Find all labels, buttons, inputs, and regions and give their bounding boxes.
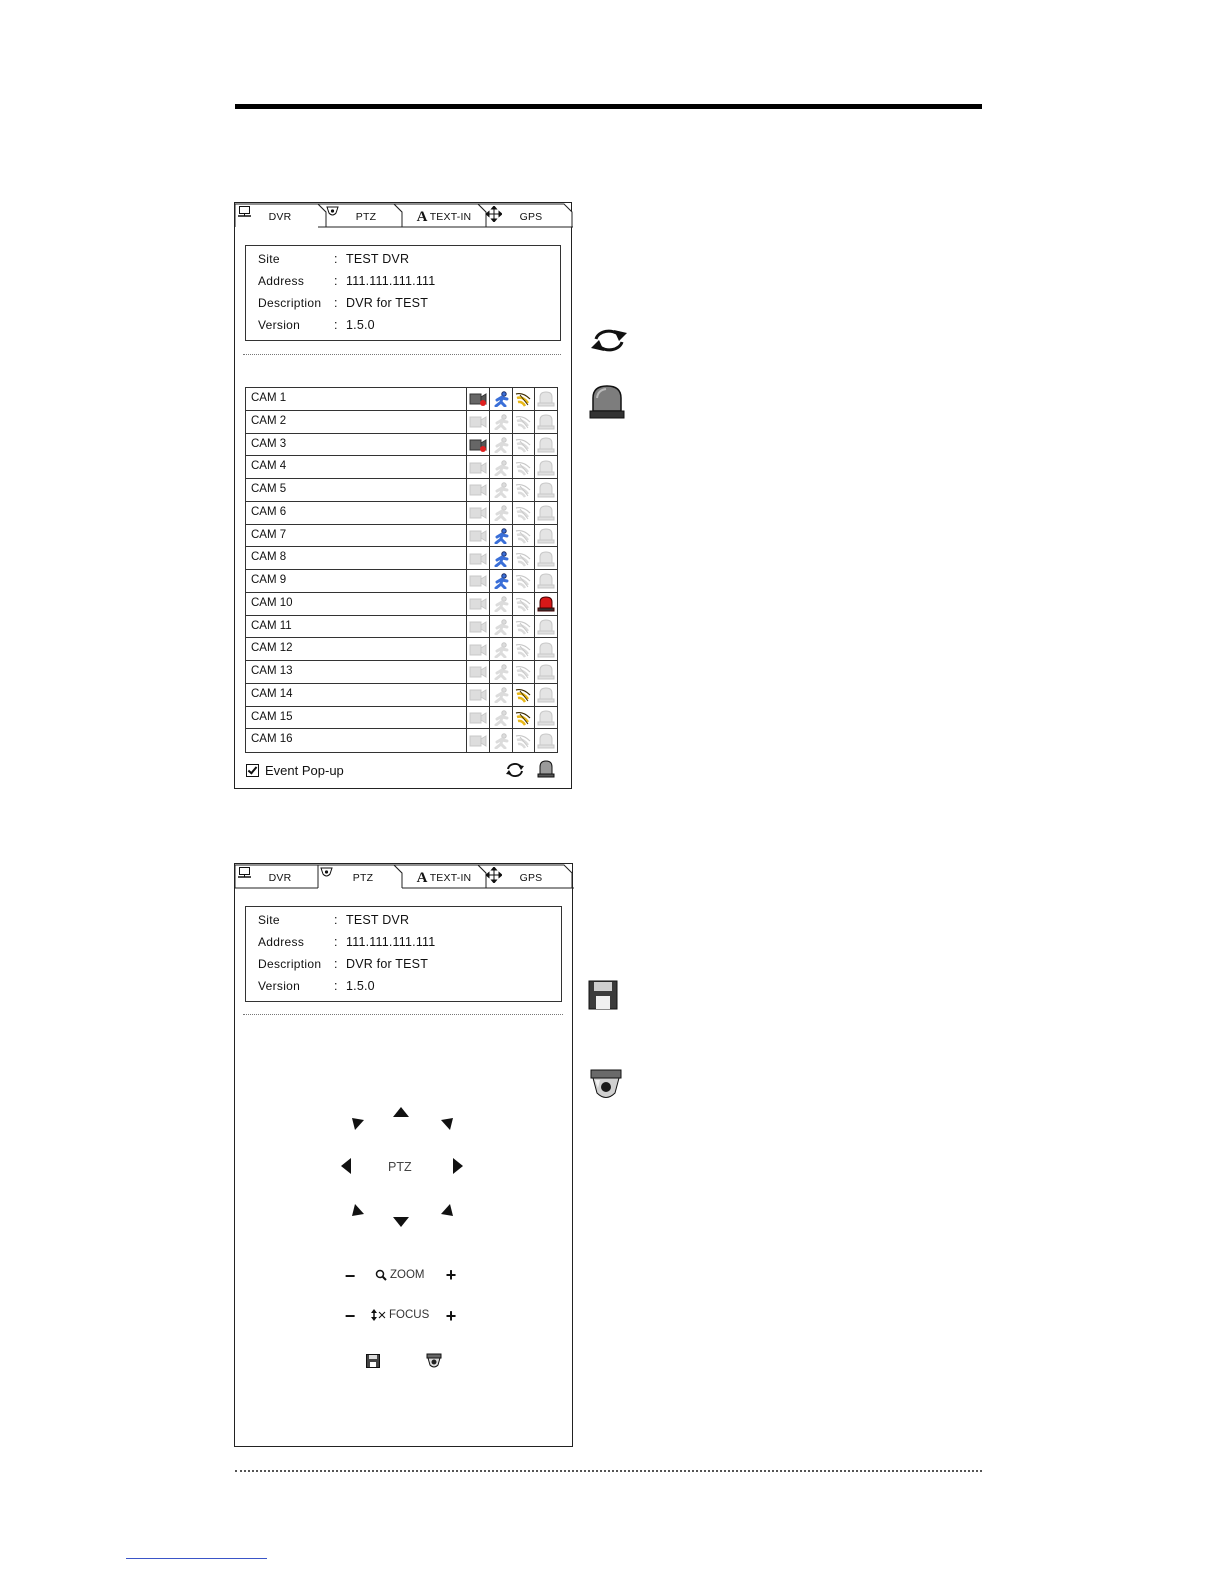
arrow-down-right-icon xyxy=(440,1203,454,1217)
sensor-status-icon xyxy=(512,502,535,525)
tab-ptz[interactable]: PTZ xyxy=(326,206,402,228)
focus-near-button[interactable]: − xyxy=(344,1305,356,1326)
arrow-right-icon xyxy=(452,1157,464,1175)
table-row[interactable] xyxy=(246,456,557,479)
tab-ptz[interactable]: PTZ xyxy=(320,867,402,889)
save-preset-button[interactable] xyxy=(363,1352,383,1370)
camera-status-table xyxy=(245,387,558,753)
arrow-up-left-icon xyxy=(351,1117,365,1131)
event-popup-checkbox[interactable] xyxy=(246,764,259,777)
ptz-down-button[interactable] xyxy=(391,1214,411,1230)
info-row-version: Version : 1.5.0 xyxy=(258,979,375,993)
camera-name: CAM 11 xyxy=(251,619,292,632)
sensor-status-icon xyxy=(512,729,535,752)
text-a-icon: A xyxy=(416,208,428,225)
table-row[interactable] xyxy=(246,570,557,593)
event-popup-option[interactable]: Event Pop-up xyxy=(246,763,344,778)
camera-name: CAM 4 xyxy=(251,460,287,473)
info-row-site: Site : TEST DVR xyxy=(258,252,410,266)
info-row-address: Address : 111.111.111.111 xyxy=(258,935,436,949)
ptz-right-button[interactable] xyxy=(450,1156,466,1176)
arrow-down-icon xyxy=(392,1216,410,1228)
sensor-status-icon xyxy=(512,570,535,593)
sensor-status-icon xyxy=(512,638,535,661)
info-row-version: Version : 1.5.0 xyxy=(258,318,375,332)
camera-name: CAM 13 xyxy=(251,665,293,677)
refresh-icon xyxy=(504,760,526,780)
record-status-icon xyxy=(466,411,489,434)
tab-dvr[interactable]: DVR xyxy=(238,206,318,228)
alarm-status-icon xyxy=(534,434,557,457)
sensor-status-icon xyxy=(512,707,535,730)
alarm-bell-icon xyxy=(588,384,626,425)
bottom-dotted-rule xyxy=(235,1470,982,1472)
zoom-in-button[interactable]: + xyxy=(445,1264,457,1285)
alarm-status-icon xyxy=(534,638,557,661)
motion-status-icon xyxy=(489,456,512,479)
camera-name: CAM 10 xyxy=(251,596,293,609)
table-row[interactable] xyxy=(246,547,557,570)
table-row[interactable] xyxy=(246,593,557,616)
focus-label-group: FOCUS xyxy=(371,1309,429,1321)
alarm-status-icon xyxy=(534,729,557,752)
record-status-icon xyxy=(466,570,489,593)
sensor-status-icon xyxy=(512,661,535,684)
record-status-icon xyxy=(466,456,489,479)
table-row[interactable] xyxy=(246,388,557,411)
dvr-info-box xyxy=(245,245,561,341)
alarm-status-icon xyxy=(534,411,557,434)
tab-dvr[interactable]: DVR xyxy=(238,867,318,889)
camera-name: CAM 15 xyxy=(251,710,293,723)
arrow-down-left-icon xyxy=(351,1203,365,1217)
table-row[interactable] xyxy=(246,638,557,661)
record-status-icon xyxy=(466,684,489,707)
motion-status-icon xyxy=(489,388,512,411)
motion-status-icon xyxy=(489,616,512,639)
sensor-status-icon xyxy=(512,456,535,479)
arrow-up-right-icon xyxy=(440,1117,454,1131)
table-row[interactable] xyxy=(246,525,557,548)
refresh-icon xyxy=(588,324,630,361)
info-row-description: Description : DVR for TEST xyxy=(258,296,429,310)
ptz-left-button[interactable] xyxy=(338,1156,354,1176)
tab-text-in[interactable]: A TEXT-IN xyxy=(416,208,472,225)
text-a-icon: A xyxy=(416,869,428,886)
table-row[interactable] xyxy=(246,684,557,707)
motion-status-icon xyxy=(489,411,512,434)
motion-status-icon xyxy=(489,684,512,707)
save-preset-icon xyxy=(366,1354,380,1368)
record-status-icon xyxy=(466,729,489,752)
ptz-info-box xyxy=(245,906,562,1002)
sensor-status-icon xyxy=(512,388,535,411)
sensor-status-icon xyxy=(512,684,535,707)
record-status-icon xyxy=(466,616,489,639)
alarm-status-icon xyxy=(534,593,557,616)
alarm-status-icon xyxy=(534,479,557,502)
info-divider xyxy=(243,1014,563,1015)
zoom-label-group: ZOOM xyxy=(375,1269,425,1281)
motion-status-icon xyxy=(489,638,512,661)
motion-status-icon xyxy=(489,525,512,548)
focus-far-button[interactable]: + xyxy=(445,1305,457,1326)
magnifier-icon xyxy=(375,1269,387,1281)
record-status-icon xyxy=(466,434,489,457)
ptz-preset-icon xyxy=(426,1353,442,1369)
footnote-line xyxy=(126,1558,267,1559)
table-row[interactable] xyxy=(246,661,557,684)
alarm-status-icon xyxy=(534,547,557,570)
record-status-icon xyxy=(466,525,489,548)
camera-name: CAM 7 xyxy=(251,528,287,541)
camera-name: CAM 2 xyxy=(251,414,287,427)
alarm-status-icon xyxy=(534,661,557,684)
camera-name: CAM 12 xyxy=(251,642,293,655)
motion-status-icon xyxy=(489,661,512,684)
alarm-status-icon xyxy=(534,570,557,593)
tab-text-in[interactable]: A TEXT-IN xyxy=(416,869,472,886)
tab-strip xyxy=(234,202,572,228)
tab-strip xyxy=(234,863,573,889)
dvr-panel xyxy=(234,202,572,789)
sensor-status-icon xyxy=(512,616,535,639)
save-preset-icon xyxy=(588,980,618,1015)
record-status-icon xyxy=(466,707,489,730)
camera-name: CAM 9 xyxy=(251,574,287,586)
motion-status-icon xyxy=(489,502,512,525)
table-row[interactable] xyxy=(246,707,557,730)
info-divider xyxy=(243,354,561,355)
tab-gps[interactable]: GPS xyxy=(486,206,572,228)
record-status-icon xyxy=(466,547,489,570)
info-row-address: Address : 111.111.111.111 xyxy=(258,274,436,288)
motion-status-icon xyxy=(489,434,512,457)
alarm-bell-icon xyxy=(537,760,555,778)
sensor-status-icon xyxy=(512,479,535,502)
ptz-center-label: PTZ xyxy=(388,1160,412,1174)
sensor-status-icon xyxy=(512,593,535,616)
motion-status-icon xyxy=(489,547,512,570)
record-status-icon xyxy=(466,388,489,411)
ptz-up-button[interactable] xyxy=(391,1104,411,1120)
alarm-status-icon xyxy=(534,707,557,730)
ptz-down-right-button[interactable] xyxy=(438,1202,456,1218)
ptz-preset-icon xyxy=(588,1068,624,1107)
alarm-status-icon xyxy=(534,684,557,707)
go-preset-button[interactable] xyxy=(424,1351,444,1371)
record-status-icon xyxy=(466,638,489,661)
sensor-status-icon xyxy=(512,434,535,457)
camera-name: CAM 14 xyxy=(251,687,293,700)
refresh-button[interactable] xyxy=(503,759,527,781)
camera-name: CAM 3 xyxy=(251,437,287,450)
alarm-status-icon xyxy=(534,502,557,525)
camera-name: CAM 1 xyxy=(251,392,287,404)
sensor-status-icon xyxy=(512,525,535,548)
motion-status-icon xyxy=(489,707,512,730)
camera-name: CAM 8 xyxy=(251,551,287,564)
focus-icon xyxy=(371,1309,387,1321)
alarm-button[interactable] xyxy=(535,758,557,780)
alarm-status-icon xyxy=(534,388,557,411)
top-rule xyxy=(235,104,982,109)
ptz-down-left-button[interactable] xyxy=(349,1202,367,1218)
table-row[interactable] xyxy=(246,616,557,639)
info-row-description: Description : DVR for TEST xyxy=(258,957,429,971)
camera-name: CAM 5 xyxy=(251,483,287,495)
table-row[interactable] xyxy=(246,729,557,752)
tab-gps[interactable]: GPS xyxy=(486,867,572,889)
camera-name: CAM 16 xyxy=(251,733,293,746)
alarm-status-icon xyxy=(534,456,557,479)
alarm-status-icon xyxy=(534,616,557,639)
motion-status-icon xyxy=(489,570,512,593)
ptz-up-right-button[interactable] xyxy=(438,1116,456,1132)
arrow-up-icon xyxy=(392,1106,410,1118)
record-status-icon xyxy=(466,479,489,502)
record-status-icon xyxy=(466,502,489,525)
ptz-panel xyxy=(234,863,573,1447)
motion-status-icon xyxy=(489,593,512,616)
camera-name: CAM 6 xyxy=(251,505,287,518)
table-row[interactable] xyxy=(246,479,557,502)
record-status-icon xyxy=(466,661,489,684)
sensor-status-icon xyxy=(512,411,535,434)
table-row[interactable] xyxy=(246,411,557,434)
record-status-icon xyxy=(466,593,489,616)
zoom-out-button[interactable]: − xyxy=(344,1265,356,1286)
motion-status-icon xyxy=(489,729,512,752)
ptz-up-left-button[interactable] xyxy=(349,1116,367,1132)
info-row-site: Site : TEST DVR xyxy=(258,913,410,927)
table-row[interactable] xyxy=(246,502,557,525)
arrow-left-icon xyxy=(340,1157,352,1175)
table-row[interactable] xyxy=(246,434,557,457)
motion-status-icon xyxy=(489,479,512,502)
alarm-status-icon xyxy=(534,525,557,548)
sensor-status-icon xyxy=(512,547,535,570)
